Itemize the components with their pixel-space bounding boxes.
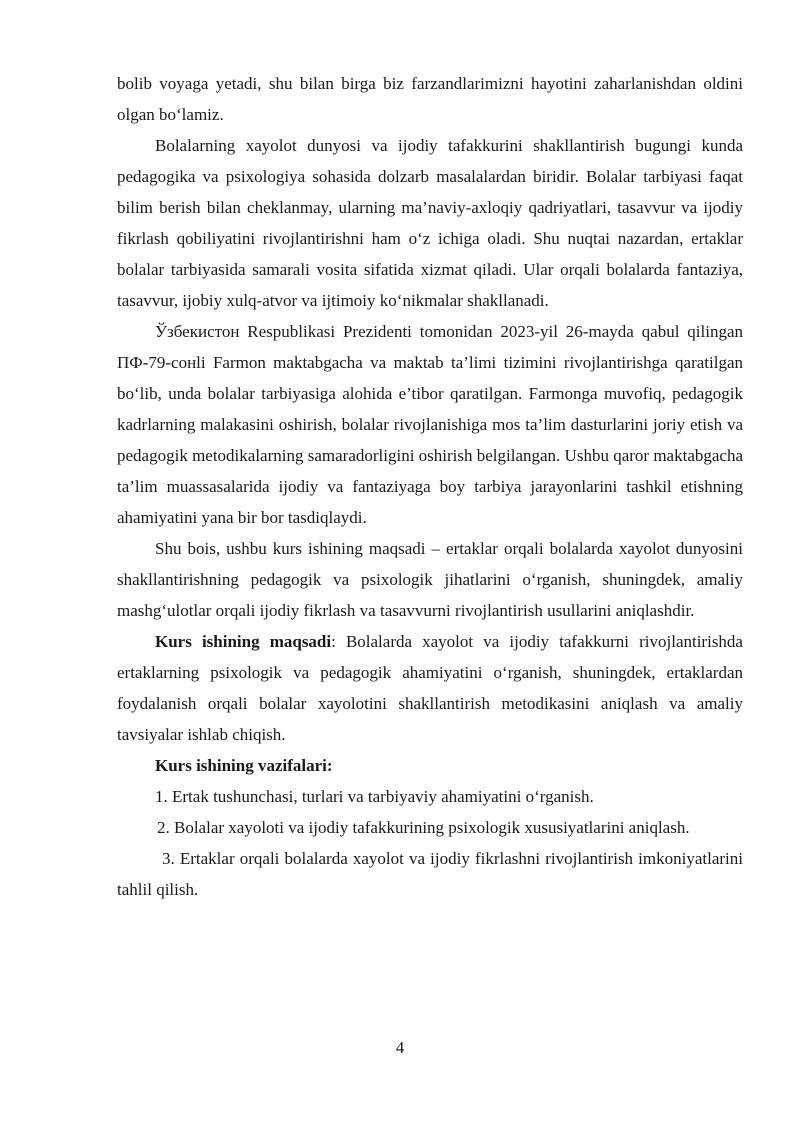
body-text [117,68,743,905]
task-item-2: 2. Bolalar xayoloti va ijodiy tafakkurining psixologik xususiyatlarini aniqlash. [157,818,690,837]
paragraph-goal [117,626,743,750]
goal-text: : Bolalarda xayolot va ijodiy tafakkurni rivojlantirishda ertaklarning psixologik va pedagogik ahamiyatini o‘rganish, shuningdek, ertaklardan foydalanish orqali bolalar xayolotini shakllantirish metodikasini aniqlash va amaliy tavsiyalar ishlab chiqish. [117,632,743,744]
paragraph-decree: Ўзбекистон Respublikasi Prezidenti tomonidan 2023-yil 26-mayda qabul qilingan ПФ-79-сонli Farmon maktabgacha va maktab ta’limi tizimini rivojlantirishga qaratilgan bo‘lib, unda bolalar tarbiyasiga alohida e’tibor qaratilgan. Farmonga muvofiq, pedagogik kadrlarning malakasini oshirish, bolalar rivojlanishiga mos ta’lim dasturlarini joriy etish va pedagogik metodikalarning samaradorligini oshirish belgilangan. Ushbu qaror maktabgacha ta’lim muassasalarida ijodiy va fantaziyaga boy tarbiya jarayonlarini tashkil etishning ahamiyatini yana bir bor tasdiqlaydi. [117,322,743,527]
tasks-heading [117,750,743,781]
page-number: 4 [395,1038,405,1057]
task-item-3: 3. Ertaklar orqali bolalarda xayolot va ijodiy fikrlashni rivojlantirish imkoniyatlarini tahlil qilish. [117,849,743,899]
tasks-heading-text: Kurs ishining vazifalari: [155,756,333,775]
paragraph-continuation: bolib voyaga yetadi, shu bilan birga biz farzandlarimizni hayotini zaharlanishdan oldini olgan bo‘lamiz. [117,74,743,124]
goal-label: Kurs ishining maqsadi [155,632,332,651]
task-item-1: 1. Ertak tushunchasi, turlari va tarbiyaviy ahamiyatini o‘rganish. [155,787,594,806]
paragraph-purpose-summary: Shu bois, ushbu kurs ishining maqsadi – ertaklar orqali bolalarda xayolot dunyosini shakllantirishning pedagogik va psixologik jihatlarini o‘rganish, shuningdek, amaliy mashg‘ulotlar orqali ijodiy fikrlash va tasavvurni rivojlantirish usullarini aniqlashdir. [117,539,743,620]
paragraph-intro: Bolalarning xayolot dunyosi va ijodiy tafakkurini shakllantirish bugungi kunda pedagogika va psixologiya sohasida dolzarb masalalardan biridir. Bolalar tarbiyasi faqat bilim berish bilan cheklanmay, ularning ma’naviy-axloqiy qadriyatlari, tasavvur va ijodiy fikrlash qobiliyatini rivojlantirishni ham o‘z ichiga oladi. Shu nuqtai nazardan, ertaklar bolalar tarbiyasida samarali vosita sifatida xizmat qiladi. Ular orqali bolalarda fantaziya, tasavvur, ijobiy xulq-atvor va ijtimoiy ko‘nikmalar shakllanadi. [117,136,743,310]
